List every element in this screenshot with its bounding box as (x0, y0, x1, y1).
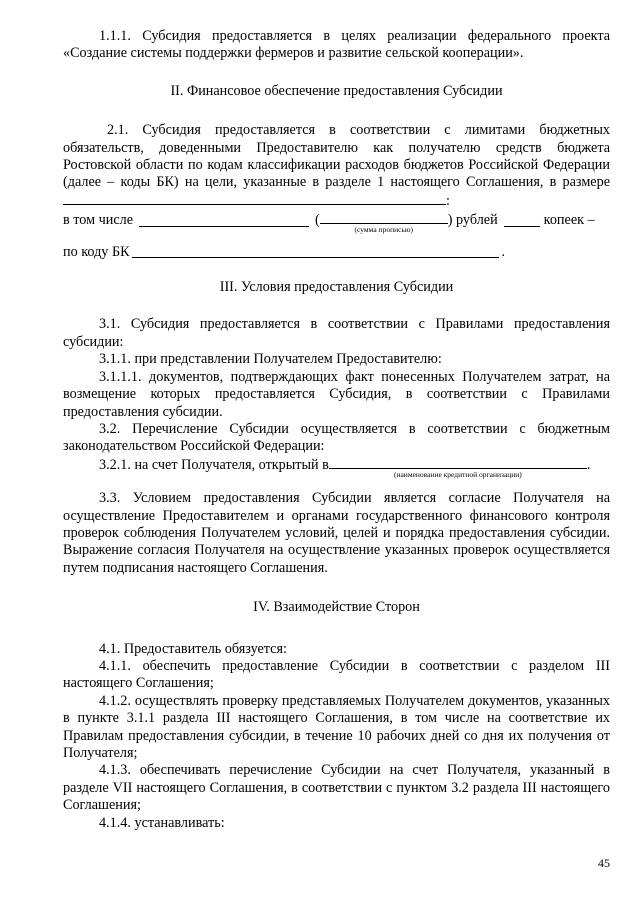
clause-4-1-4: 4.1.4. устанавливать: (99, 814, 225, 831)
clause-1-1-1: 1.1.1. Субсидия предоставляется в целях реализации федерального проекта «Создание системы поддержки фермеров и развитие сельской кооперации». (63, 28, 610, 62)
amount-words-blank (320, 211, 448, 224)
clause-3-1-1: 3.1.1. при представлении Получателем Предоставителю: (99, 351, 442, 368)
amount-blank (63, 192, 446, 205)
section-heading-2: II. Финансовое обеспечение предоставления Субсидии (170, 82, 503, 99)
bank-name-field (329, 456, 587, 479)
clause-3-1-1-1: 3.1.1.1. документов, подтверждающих факт понесенных Получателем затрат, на возмещение которых предоставляется Субсидия, в соответствии с Правилами предоставления субсидии. (63, 368, 610, 420)
bk-blank (132, 245, 500, 258)
clause-3-2-1 (63, 456, 610, 479)
clause-4-1-2: 4.1.2. осуществлять проверку представляемых Получателем документов, указанных в пункте 3.1.1 раздела III настоящего Соглашения, в том числе на соответствие их Правилам предоставления субсидии, в течение 10 рабочих дней со дня их получения от Получателя; (63, 692, 610, 761)
clause-3-2: 3.2. Перечисление Субсидии осуществляется в соответствии с бюджетным законодательством Российской Федерации: (63, 420, 610, 455)
clause-2-1-text: 2.1. Субсидия предоставляется в соответствии с лимитами бюджетных обязательств, доведенными Предоставителю как получателю средств бюджета Ростовской области по кодам классификации расходов бюджетов Российской Федерации (далее – коды БК) на цели, указанные в разделе 1 настоящего Соглашения, в размере (63, 122, 610, 191)
clause-3-2-1-suffix: . (586, 456, 591, 473)
clause-4-1-1: 4.1.1. обеспечить предоставление Субсидии в соответствии с разделом III настоящего Соглашения; (63, 657, 610, 692)
section-heading-3: III. Условия предоставления Субсидии (219, 279, 454, 296)
clause-3-1: 3.1. Субсидия предоставляется в соответствии с Правилами предоставления субсидии: (63, 316, 610, 350)
incl-open-paren: ( (315, 212, 320, 229)
clause-3-3: 3.3. Условием предоставления Субсидии является согласие Получателя на осуществление Предоставителем и органами государственного финансового контроля проверок соблюдения Получателем условий, целей и порядка предоставления субсидии. Выражение согласия Получателя на осуществление указанных проверок осуществляется путем подписания настоящего Соглашения. (63, 490, 610, 576)
amount-words-caption: (сумма прописью) (354, 225, 413, 235)
bank-name-caption: (наименование кредитной организации) (393, 469, 522, 479)
page-number: 45 (598, 856, 610, 870)
clause-4-1-3: 4.1.3. обеспечивать перечисление Субсидии на счет Получателя, указанный в разделе VII настоящего Соглашения, в соответствии с пунктом 3.2 раздела III настоящего Соглашения; (63, 762, 610, 814)
clause-2-1: 2.1. Субсидия предоставляется в соответствии с лимитами бюджетных обязательств, доведенными Предоставителю как получателю средств бюджета Ростовской области по кодам классификации расходов бюджетов Российской Федерации (далее – коды БК) на цели, указанные в разделе 1 настоящего Соглашения, в размере: (63, 122, 610, 209)
clause-4-1: 4.1. Предоставитель обязуется: (99, 640, 287, 657)
incl-prefix: в том числе (63, 212, 134, 229)
amount-words-field (320, 211, 448, 235)
incl-amount-blank (139, 214, 309, 227)
kopeks-blank (504, 214, 540, 227)
bk-prefix: по коду БК (63, 243, 130, 260)
bank-name-blank (329, 456, 587, 469)
bk-line (63, 244, 505, 261)
kopeks-label: копеек – (543, 212, 595, 229)
incl-rubles-label: ) рублей (447, 212, 498, 229)
section-heading-4: IV. Взаимодействие Сторон (253, 599, 420, 616)
bk-suffix: . (501, 243, 505, 260)
incl-line (63, 211, 610, 235)
clause-3-2-1-text: 3.2.1. на счет Получателя, открытый в (99, 456, 329, 473)
